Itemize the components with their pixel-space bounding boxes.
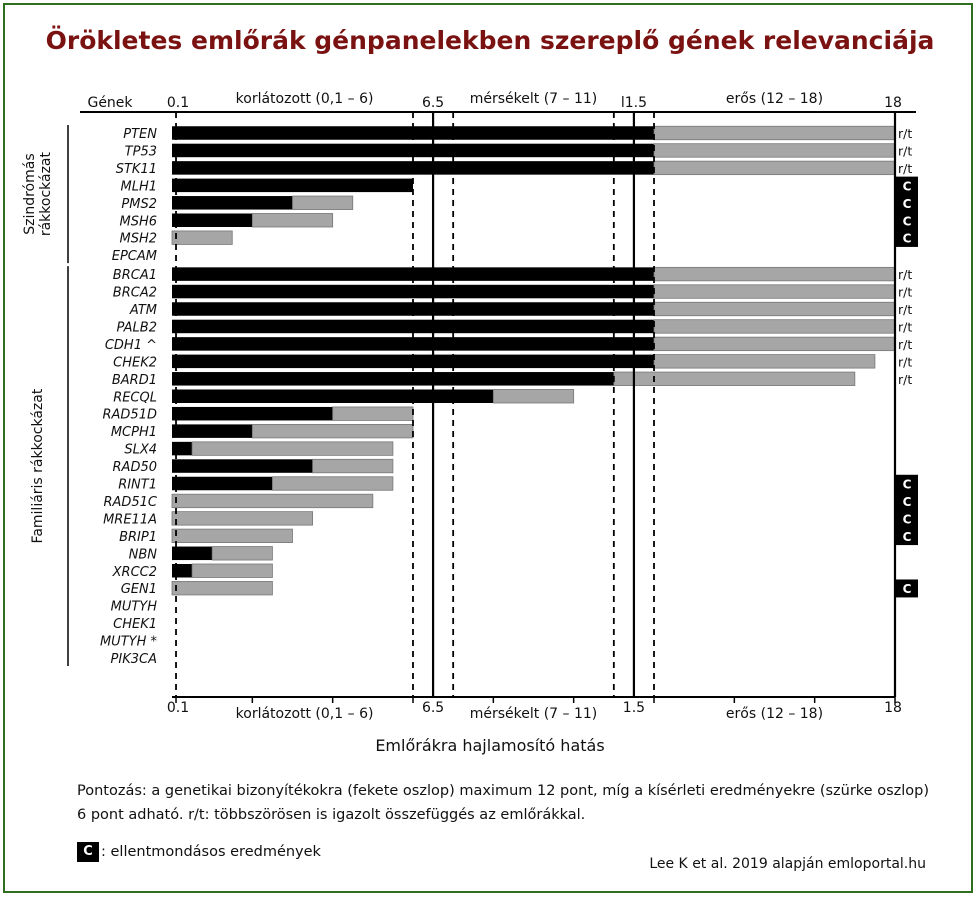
c-mark: C: [902, 512, 912, 527]
gene-label: PTEN: [123, 127, 157, 142]
gene-label: BRCA1: [112, 268, 157, 284]
gene-label: PALB2: [116, 320, 157, 336]
gray-bar: [654, 126, 895, 140]
group-label-familial: Familiáris rákkockázat: [30, 388, 46, 544]
gene-label: PIK3CA: [110, 652, 157, 667]
gene-label: RAD51C: [103, 494, 157, 510]
contradictory-legend: [77, 842, 321, 862]
source-credit: Lee K et al. 2019 alapján emloportal.hu: [649, 856, 926, 872]
rt-mark: r/t: [898, 319, 913, 335]
gene-label: GEN1: [120, 582, 157, 598]
chart-title: Örökletes emlőrák génpanelekben szereplő gének relevanciája: [45, 26, 935, 55]
black-bar: [172, 547, 212, 561]
scoring-note: Pontozás: a genetikai bizonyítékokra (fekete oszlop) maximum 12 pont, míg a kísérleti eredményekre (szürke oszlop) 6 pont adható. r/t: többszörösen is igazolt összefüggés az emlőrákkal.: [77, 783, 930, 823]
gene-label: SLX4: [124, 442, 157, 458]
gene-label: BRIP1: [119, 529, 157, 545]
black-bar: [172, 372, 614, 386]
gene-label: MRE11A: [103, 512, 157, 528]
gray-bar: [192, 442, 393, 456]
black-bar: [172, 196, 293, 210]
gray-bar: [493, 390, 573, 404]
top-zone-label: erős (12 – 18): [725, 91, 824, 107]
gene-label: EPCAM: [111, 249, 157, 265]
c-mark: C: [902, 231, 912, 246]
black-bar: [172, 407, 333, 421]
bottom-tick-label: 6.5: [421, 700, 445, 716]
rt-mark: r/t: [898, 371, 913, 387]
top-tick-label: 0.1: [166, 95, 190, 111]
gene-label: MSH6: [119, 214, 157, 230]
bottom-tick-label: 1.5: [622, 700, 646, 716]
gray-bar: [654, 355, 875, 369]
gray-bar: [212, 547, 272, 561]
bottom-zone-label: mérsékelt (7 – 11): [469, 706, 598, 722]
group-label-syndromic: rákkockázat: [38, 151, 54, 237]
rt-mark: r/t: [898, 143, 913, 159]
gray-bar: [654, 161, 895, 175]
gray-bar: [654, 320, 895, 334]
gray-bar: [252, 424, 413, 438]
rt-mark: r/t: [898, 126, 913, 141]
gray-bar: [172, 512, 313, 526]
contradictory-symbol: C: [77, 842, 99, 862]
gray-bar: [272, 477, 393, 491]
black-bar: [172, 179, 413, 193]
black-bar: [172, 477, 272, 491]
gray-bar: [192, 564, 272, 578]
bottom-tick-label: 0.1: [166, 700, 190, 716]
black-bar: [172, 459, 313, 473]
c-mark: C: [902, 477, 912, 492]
bottom-tick-label: 18: [884, 700, 902, 716]
gene-label: BARD1: [111, 372, 157, 388]
gene-label: PMS2: [121, 196, 157, 212]
gene-label: MCPH1: [110, 425, 157, 441]
rt-mark: r/t: [898, 336, 913, 352]
gene-label: BRCA2: [112, 285, 157, 301]
top-zone-label: korlátozott (0,1 – 6): [235, 91, 374, 107]
gene-label: CDH1 ^: [104, 337, 157, 353]
gene-label: STK11: [115, 161, 157, 177]
rt-mark: r/t: [898, 160, 913, 176]
gray-bar: [172, 581, 272, 595]
c-mark: C: [902, 529, 912, 544]
c-mark: C: [902, 582, 912, 597]
rt-mark: r/t: [898, 302, 913, 317]
contradictory-legend-text: : ellentmondásos eredmények: [101, 844, 321, 860]
gray-bar: [654, 285, 895, 299]
top-tick-label: 6.5: [421, 95, 445, 111]
gene-label: NBN: [128, 547, 157, 563]
top-tick-label: 18: [884, 95, 902, 111]
gray-bar: [654, 267, 895, 281]
gene-label: MUTYH *: [99, 634, 157, 650]
gene-label: CHEK2: [113, 355, 157, 371]
black-bar: [172, 424, 252, 438]
gene-label: RINT1: [118, 477, 157, 493]
top-tick-label: l1.5: [620, 95, 647, 111]
gene-label: MLH1: [120, 179, 157, 195]
black-bar: [172, 442, 192, 456]
gray-bar: [172, 529, 293, 543]
gray-bar: [172, 231, 232, 245]
black-bar: [172, 390, 493, 404]
gray-bar: [313, 459, 393, 473]
genes-header: Gének: [87, 95, 133, 111]
gene-label: CHEK1: [113, 617, 157, 633]
bottom-zone-label: korlátozott (0,1 – 6): [235, 706, 374, 722]
gene-label: MSH2: [119, 231, 157, 247]
gray-bar: [252, 214, 332, 228]
rt-mark: r/t: [898, 267, 913, 283]
x-axis-title: Emlőrákra hajlamosító hatás: [375, 736, 605, 755]
c-mark: C: [902, 494, 912, 509]
gray-bar: [614, 372, 855, 386]
black-bar: [172, 564, 192, 578]
gray-bar: [654, 302, 895, 316]
gene-label: RAD50: [112, 460, 157, 476]
gray-bar: [654, 337, 895, 351]
gene-label: TP53: [124, 144, 157, 160]
gray-bar: [293, 196, 353, 210]
gray-bar: [654, 144, 895, 158]
c-mark: C: [902, 179, 912, 194]
gene-label: XRCC2: [112, 564, 157, 580]
gene-label: RAD51D: [102, 407, 157, 423]
gray-bar: [333, 407, 413, 421]
gene-label: ATM: [129, 303, 157, 318]
bottom-zone-label: erős (12 – 18): [725, 706, 824, 722]
rt-mark: r/t: [898, 354, 913, 370]
gene-label: MUTYH: [110, 599, 157, 615]
gene-label: RECQL: [113, 390, 157, 406]
rt-mark: r/t: [898, 284, 913, 300]
top-zone-label: mérsékelt (7 – 11): [469, 91, 598, 107]
gray-bar: [172, 494, 373, 508]
black-bar: [172, 214, 252, 228]
c-mark: C: [902, 214, 912, 229]
group-label-syndromic: Szindrómás: [22, 153, 38, 235]
c-mark: C: [902, 196, 912, 211]
